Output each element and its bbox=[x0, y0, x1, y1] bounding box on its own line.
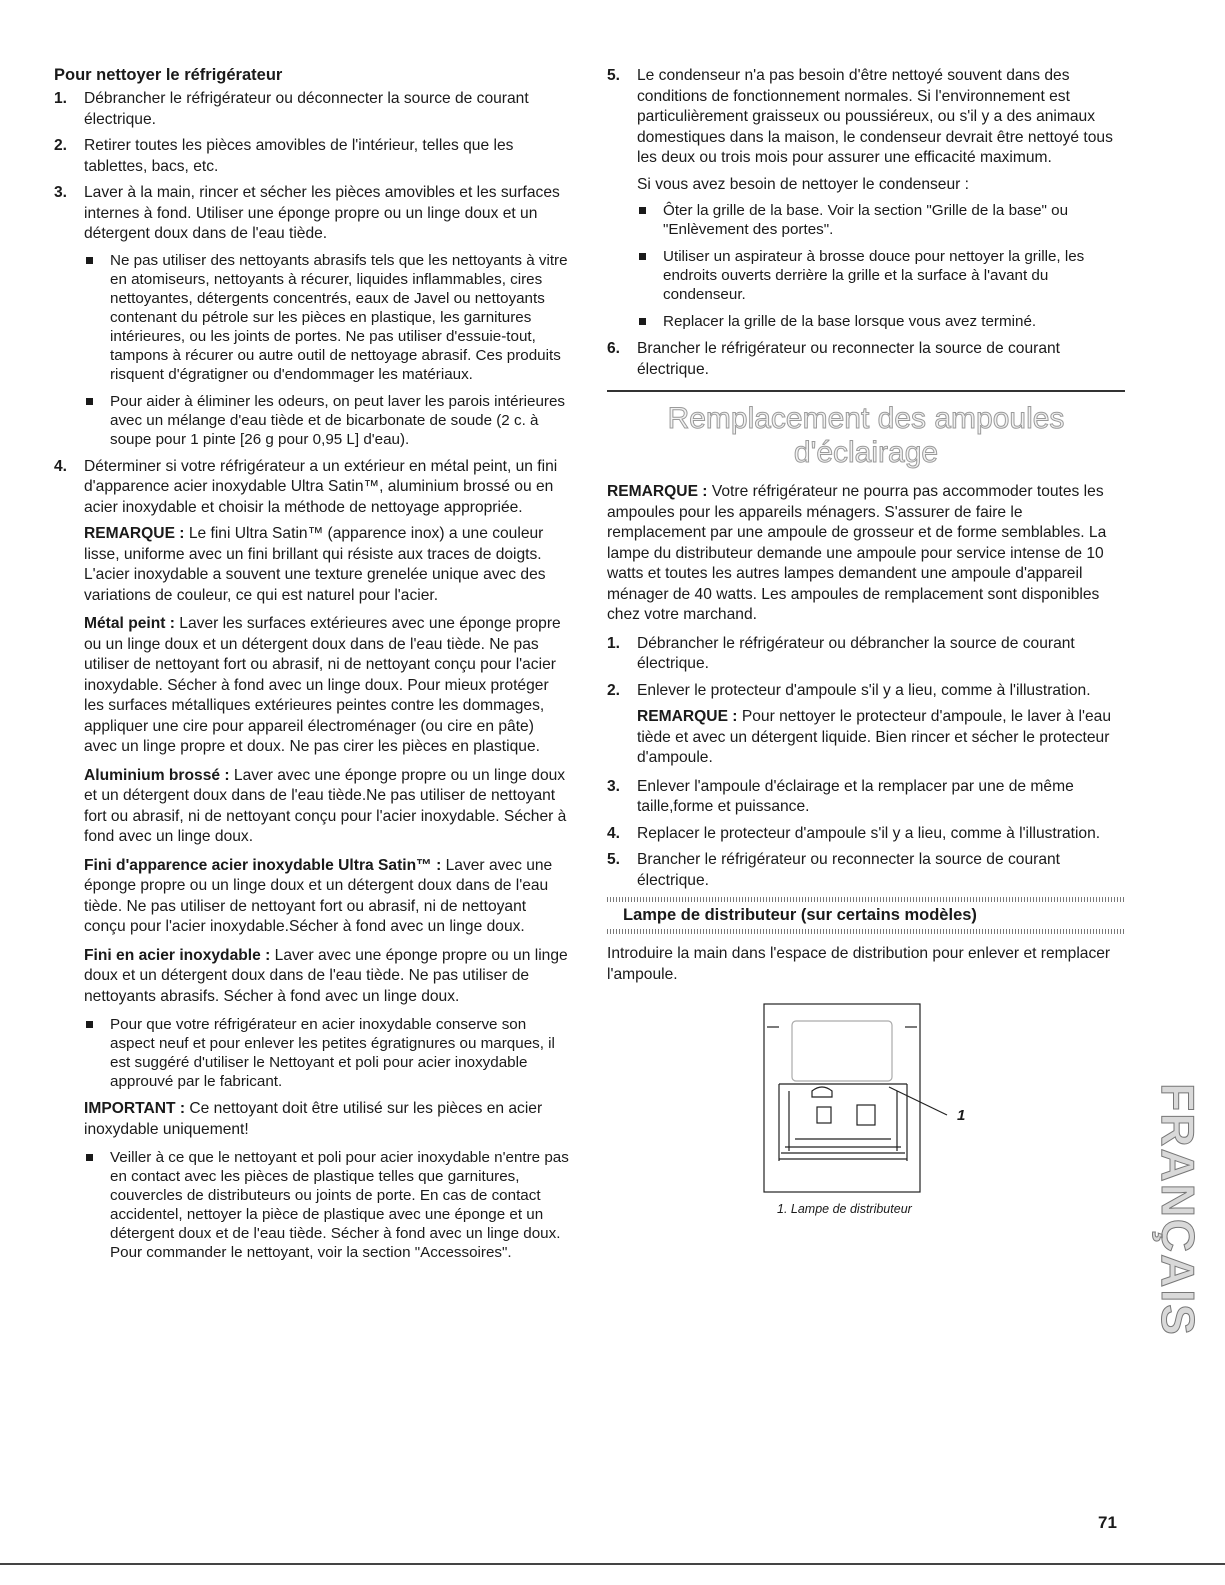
bullet-text: Ôter la grille de la base. Voir la section "Grille de la base" ou "Enlèvement des portes". bbox=[663, 202, 1069, 238]
step-text: Débrancher le réfrigérateur ou débrancher la source de courant électrique. bbox=[637, 634, 1075, 672]
step-1 bbox=[54, 89, 569, 130]
step-6 bbox=[607, 339, 1125, 380]
important-paragraph bbox=[84, 1099, 569, 1140]
bullet-item bbox=[637, 247, 1125, 304]
bulb-step-1 bbox=[607, 634, 1125, 675]
bullet-item bbox=[84, 392, 569, 449]
left-column bbox=[54, 66, 569, 1270]
bullet-text: Veiller à ce que le nettoyant et poli pour acier inoxydable n'entre pas en contact avec les pièces de plastique telles que garnitures, couvercles de distributeurs ou joints de porte. En cas de contact accidentel, nettoyer la pièce de plastique avec une éponge et un détergent doux et de l'eau tiède. Sécher à fond avec un linge doux. Pour commander le nettoyant, voir la section "Accessoires". bbox=[110, 1149, 569, 1261]
bullet-square-icon bbox=[84, 392, 110, 449]
bullet-text: Ne pas utiliser des nettoyants abrasifs tels que les nettoyants à vitre en atomiseurs, nettoyants à récurer, liquides inflammables, cires nettoyantes, détergents concentrés, eaux de Javel ou nettoyants contenant du pétrole sur les pièces en plastique, les garnitures intérieures, ou les joints de portes. Ne pas utiliser d'essuie-tout, tampons à récurer ou autre outil de nettoyage abrasif. Ces produits risquent d'égratigner ou d'endommager les matériaux. bbox=[110, 251, 568, 383]
note-paragraph bbox=[84, 524, 569, 606]
painted-metal-paragraph bbox=[84, 614, 569, 758]
step-4 bbox=[54, 457, 569, 519]
para-label: REMARQUE : bbox=[607, 483, 708, 500]
step-number: 2. bbox=[607, 681, 621, 699]
step-text: Débrancher le réfrigérateur ou déconnecter la source de courant électrique. bbox=[84, 90, 529, 128]
bullet-square-icon bbox=[637, 247, 663, 304]
callout-number: 1 bbox=[957, 1107, 966, 1124]
figure-caption: 1. Lampe de distributeur bbox=[777, 1202, 912, 1216]
para-text: Laver les surfaces extérieures avec une éponge propre ou un linge doux et un détergent doux dans de l'eau tiède. Ne pas utiliser de nettoyant fort ou abrasif, ni de nettoyant conçu pour l'acier inoxydable. Sécher à fond avec un linge doux. Pour mieux protéger les surfaces métalliques extérieures peintes contre les dommages, appliquer une cire pour appareil électroménager (ou cire en pâte) avec un linge propre et doux. Ne pas cirer les pièces en plastique. bbox=[84, 615, 561, 755]
para-label: IMPORTANT : bbox=[84, 1100, 186, 1117]
step-number: 4. bbox=[54, 457, 68, 475]
step-text: Déterminer si votre réfrigérateur a un extérieur en métal peint, un fini d'apparence acier inoxydable Ultra Satin™, aluminium brossé ou en acier inoxydable et choisir la méthode de nettoyage appropriée. bbox=[84, 457, 558, 516]
bullet-square-icon bbox=[84, 1015, 110, 1091]
bullet-text: Utiliser un aspirateur à brosse douce pour nettoyer la grille, les endroits ouverts derrière la grille et la surface à l'avant du condenseur. bbox=[663, 248, 1085, 303]
dispenser-drawing bbox=[607, 1001, 1125, 1221]
step-number: 5. bbox=[607, 67, 621, 84]
para-text: Votre réfrigérateur ne pourra pas accommoder toutes les ampoules pour les appareils ménagers. S'assurer de faire le remplacement par une ampoule de grosseur et de forme semblables. La lampe du distributeur demande une ampoule pour service intense de 10 watts et toutes les autres lampes demandent une ampoule d'appareil ménager de 40 watts. Les ampoules de remplacement sont disponibles chez votre marchand. bbox=[607, 483, 1107, 623]
bullet-item bbox=[637, 201, 1125, 239]
step-number: 1. bbox=[54, 90, 68, 107]
bulb-step-3 bbox=[607, 777, 1125, 818]
right-column bbox=[607, 66, 1125, 1221]
bullet-item bbox=[84, 251, 569, 384]
para-text: Laver avec une éponge propre ou un linge doux et un détergent doux dans de l'eau tiède. Ne pas utiliser de nettoyant fort ou abrasif, ni de nettoyant conçu pour l'acier inoxydable.Sécher à fond avec un linge doux. bbox=[84, 856, 553, 935]
step-3 bbox=[54, 183, 569, 245]
para-text: Pour nettoyer le protecteur d'ampoule, le laver à l'eau tiède et avec un détergent liquide. Bien rincer et sécher le protecteur d'ampoule. bbox=[637, 708, 1111, 766]
bullet-text: Replacer la grille de la base lorsque vous avez terminé. bbox=[663, 313, 1037, 330]
para-label: REMARQUE : bbox=[84, 525, 185, 542]
bullet-square-icon bbox=[84, 1148, 110, 1262]
brushed-aluminum-paragraph bbox=[84, 766, 569, 848]
ultra-satin-paragraph bbox=[84, 856, 569, 938]
para-text: Laver avec une éponge propre ou un linge doux et un détergent doux dans de l'eau tiède.Ne pas utiliser de nettoyant fort ou abrasif, ni de nettoyant conçu pour l'acier inoxydable. Sécher à fond avec un linge doux. bbox=[84, 766, 567, 845]
cleaning-heading: Pour nettoyer le réfrigérateur bbox=[54, 66, 283, 84]
step-2 bbox=[54, 136, 569, 177]
dotted-divider bbox=[607, 897, 1125, 902]
para-label: REMARQUE : bbox=[637, 708, 738, 725]
language-side-tab bbox=[1152, 1058, 1204, 1348]
stainless-paragraph bbox=[84, 946, 569, 1008]
step-number: 6. bbox=[607, 340, 621, 357]
section-title-line-2: d'éclairage bbox=[793, 436, 939, 469]
step-number: 1. bbox=[607, 634, 621, 652]
dispenser-intro: Introduire la main dans l'espace de distribution pour enlever et remplacer l'ampoule. bbox=[607, 945, 1111, 983]
dotted-divider bbox=[607, 929, 1125, 934]
bullet-text: Pour aider à éliminer les odeurs, on peut laver les parois intérieures avec un mélange d'eau tiède et de bicarbonate de soude (2 c. à soupe pour 1 pinte [26 g pour 0,95 L] d'eau). bbox=[110, 392, 566, 448]
section-divider bbox=[607, 390, 1125, 392]
bottom-border bbox=[0, 1563, 1225, 1565]
bulb-step-2-note bbox=[637, 707, 1125, 769]
bulb-step-4 bbox=[607, 824, 1125, 845]
step-text: Brancher le réfrigérateur ou reconnecter la source de courant électrique. bbox=[637, 340, 1060, 378]
section-title-line-1: Remplacement des ampoules bbox=[667, 402, 1065, 435]
bullet-square-icon bbox=[637, 312, 663, 331]
step-text: Replacer le protecteur d'ampoule s'il y a lieu, comme à l'illustration. bbox=[637, 824, 1101, 842]
step-5-sub: Si vous avez besoin de nettoyer le condenseur : bbox=[637, 175, 970, 193]
para-label: Aluminium brossé : bbox=[84, 766, 230, 784]
bullet-item bbox=[84, 1148, 569, 1262]
step-5 bbox=[607, 66, 1125, 169]
step-number: 4. bbox=[607, 824, 621, 842]
step-text: Enlever le protecteur d'ampoule s'il y a lieu, comme à l'illustration. bbox=[637, 681, 1091, 699]
step-number: 3. bbox=[54, 184, 68, 201]
page-number: 71 bbox=[1098, 1513, 1117, 1532]
bulb-note-paragraph bbox=[607, 482, 1125, 626]
para-label: Fini en acier inoxydable : bbox=[84, 946, 271, 964]
step-text: Retirer toutes les pièces amovibles de l'intérieur, telles que les tablettes, bacs, etc. bbox=[84, 137, 514, 175]
para-text: Ce nettoyant doit être utilisé sur les pièces en acier inoxydable uniquement! bbox=[84, 1100, 543, 1138]
para-text: Le fini Ultra Satin™ (apparence inox) a une couleur lisse, uniforme avec un fini brillant qui résiste aux traces de doigts. L'acier inoxydable a souvent une texture grenelée unique avec des variations de couleur, ce qui est naturel pour l'acier. bbox=[84, 525, 546, 604]
section-title bbox=[607, 402, 1125, 470]
step-number: 3. bbox=[607, 777, 621, 795]
bullet-square-icon bbox=[637, 201, 663, 239]
step-text: Le condenseur n'a pas besoin d'être nettoyé souvent dans des conditions de fonctionnement normales. Si l'environnement est particulièrement graisseux ou poussiéreux, ou s'il y a des animaux domestiques dans la maison, le condenseur devrait être nettoyé tous les deux ou trois mois pour assurer une efficacité maximum. bbox=[637, 67, 1113, 166]
step-text: Laver à la main, rincer et sécher les pièces amovibles et les surfaces internes à fond. Utiliser une éponge propre ou un linge doux et un détergent doux dans de l'eau tiède. bbox=[84, 184, 560, 242]
dispenser-lamp-subheading: Lampe de distributeur (sur certains modèles) bbox=[623, 906, 977, 924]
bullet-square-icon bbox=[84, 251, 110, 384]
side-tab-label: FRANÇAIS bbox=[1152, 1083, 1204, 1337]
step-number: 5. bbox=[607, 851, 621, 868]
para-label: Métal peint : bbox=[84, 615, 175, 632]
para-text: Laver avec une éponge propre ou un linge doux et un détergent doux dans de l'eau tiède. Ne pas utiliser de nettoyants abrasifs. Sécher à fond avec un linge doux. bbox=[84, 946, 568, 1005]
para-label: Fini d'apparence acier inoxydable Ultra Satin™ : bbox=[84, 856, 442, 874]
dispenser-illustration bbox=[607, 1001, 1125, 1221]
step-text: Brancher le réfrigérateur ou reconnecter la source de courant électrique. bbox=[637, 851, 1060, 889]
bulb-step-2 bbox=[607, 681, 1125, 702]
bulb-step-5 bbox=[607, 850, 1125, 891]
bullet-text: Pour que votre réfrigérateur en acier inoxydable conserve son aspect neuf et pour enlever les petites égratignures ou marques, il est suggéré d'utiliser le Nettoyant et poli pour acier inoxydable approuvé par le fabricant. bbox=[110, 1016, 555, 1090]
bullet-item bbox=[84, 1015, 569, 1091]
step-text: Enlever l'ampoule d'éclairage et la remplacer par une de même taille,forme et puissance. bbox=[637, 777, 1074, 815]
step-number: 2. bbox=[54, 137, 68, 154]
bullet-item bbox=[637, 312, 1125, 331]
